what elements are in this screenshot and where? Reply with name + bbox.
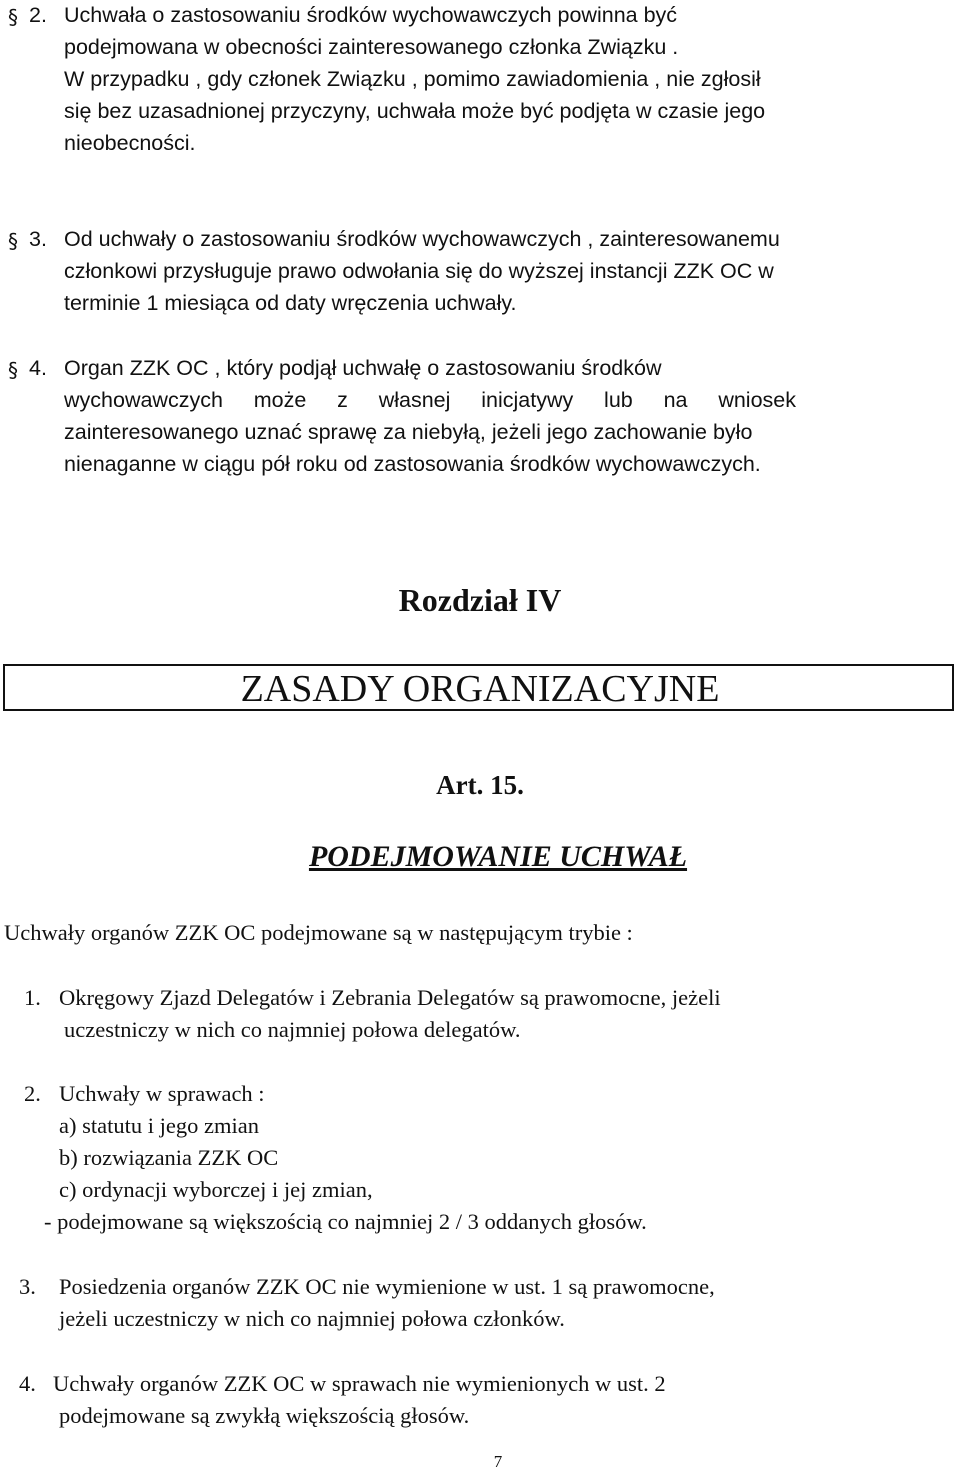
paragraph-line: Od uchwały o zastosowaniu środków wychowawczych , zainteresowanemu [64, 227, 780, 251]
item-number: 4. [19, 1371, 36, 1396]
item-line: Posiedzenia organów ZZK OC nie wymienione w ust. 1 są prawomocne, [59, 1274, 715, 1299]
item-line: jeżeli uczestniczy w nich co najmniej połowa członków. [59, 1306, 565, 1331]
article-heading: PODEJMOWANIE UCHWAŁ [308, 840, 688, 873]
item-note: - podejmowane są większością co najmniej 2 / 3 oddanych głosów. [44, 1209, 647, 1234]
sub-item: b) rozwiązania ZZK OC [59, 1145, 279, 1170]
paragraph-line: nienaganne w ciągu pół roku od zastosowania środków wychowawczych. [64, 452, 761, 476]
item-line: uczestniczy w nich co najmniej połowa delegatów. [64, 1017, 521, 1042]
sub-item: c) ordynacji wyborczej i jej zmian, [59, 1177, 373, 1202]
paragraph-number: 3. [29, 227, 47, 251]
paragraph-number: 4. [29, 356, 47, 380]
section-sign: § [8, 5, 18, 29]
chapter-title: Rozdział IV [398, 582, 562, 618]
item-line: Uchwały w sprawach : [59, 1081, 265, 1106]
item-number: 3. [19, 1274, 36, 1299]
paragraph-line: Uchwała o zastosowaniu środków wychowawczych powinna być [64, 3, 678, 27]
section-sign: § [8, 229, 18, 253]
intro-text: Uchwały organów ZZK OC podejmowane są w następującym trybie : [4, 920, 633, 945]
item-line: Uchwały organów ZZK OC w sprawach nie wymienionych w ust. 2 [53, 1371, 666, 1396]
article-number: Art. 15. [436, 770, 524, 800]
paragraph-line: nieobecności. [64, 131, 196, 155]
item-number: 2. [24, 1081, 41, 1106]
item-line: podejmowane są zwykłą większością głosów. [59, 1403, 470, 1428]
sub-item: a) statutu i jego zmian [59, 1113, 259, 1138]
paragraph-line: zainteresowanego uznać sprawę za niebyłą, jeżeli jego zachowanie było [64, 420, 753, 444]
paragraph-line: wychowawczych może z własnej inicjatywy lub na wniosek [64, 388, 796, 412]
page-number: 7 [493, 1452, 503, 1471]
paragraph-number: 2. [29, 3, 47, 27]
paragraph-line: członkowi przysługuje prawo odwołania się do wyższej instancji ZZK OC w [64, 259, 774, 283]
item-line: Okręgowy Zjazd Delegatów i Zebrania Delegatów są prawomocne, jeżeli [59, 985, 721, 1010]
paragraph-line: W przypadku , gdy członek Związku , pomimo zawiadomienia , nie zgłosił [64, 67, 761, 91]
paragraph-line: terminie 1 miesiąca od daty wręczenia uchwały. [64, 291, 517, 315]
paragraph-line: się bez uzasadnionej przyczyny, uchwała może być podjęta w czasie jego [64, 99, 766, 123]
chapter-box-title: ZASADY ORGANIZACYJNE [240, 668, 720, 710]
section-sign: § [8, 358, 18, 382]
item-number: 1. [24, 985, 41, 1010]
paragraph-line: podejmowana w obecności zainteresowanego członka Związku . [64, 35, 679, 59]
paragraph-line: Organ ZZK OC , który podjął uchwałę o zastosowaniu środków [64, 356, 662, 380]
